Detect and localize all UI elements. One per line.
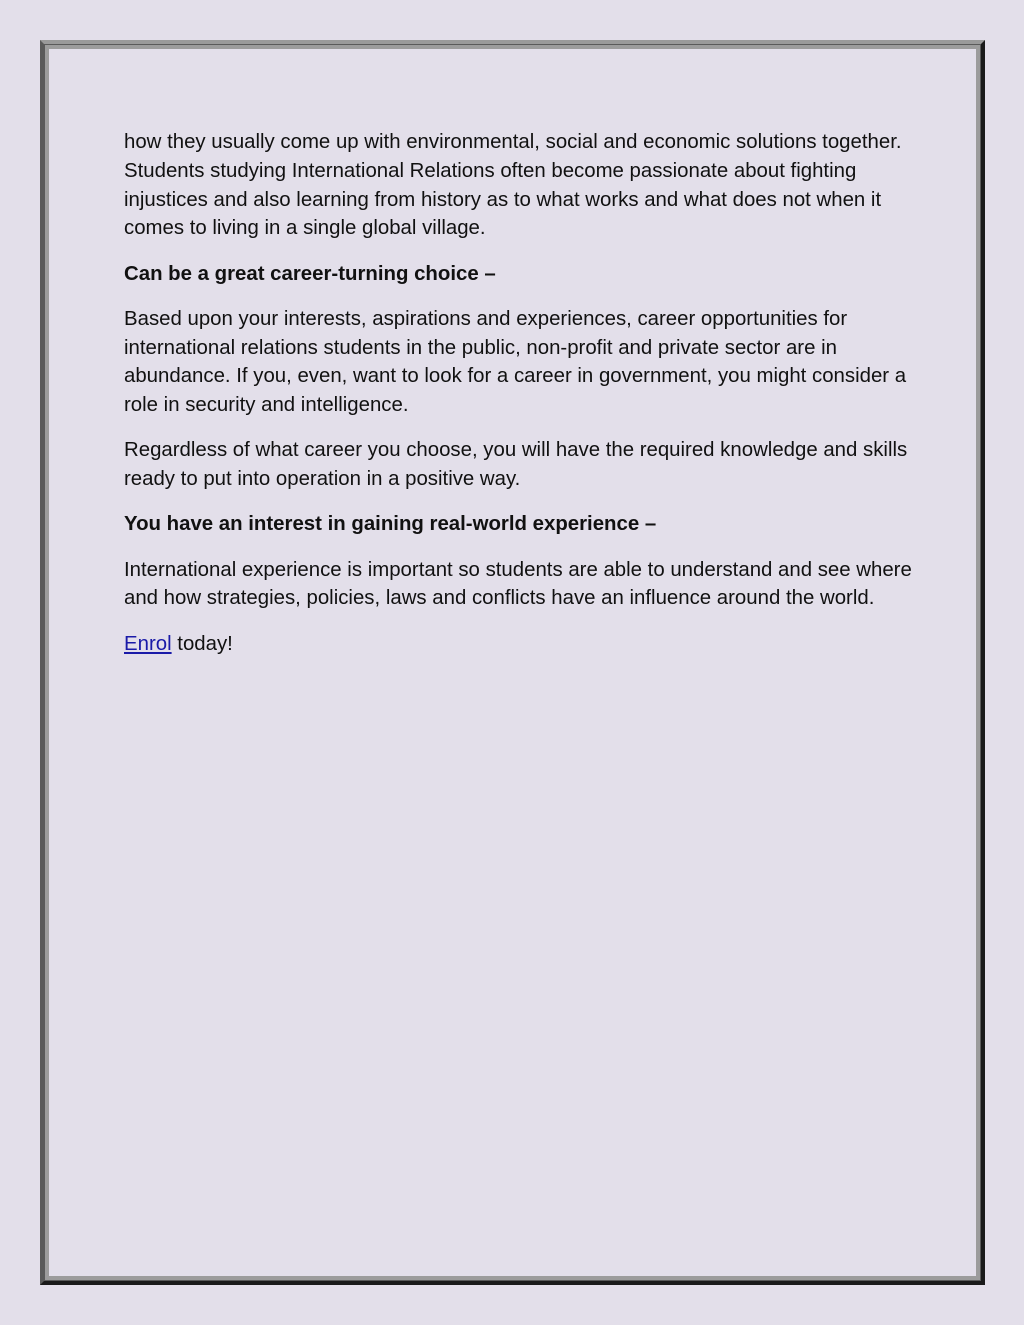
page-content [124,128,914,675]
body-paragraph-intro: how they usually come up with environmental, social and economic solutions together. Students studying International Relations often become passionate about fighting injustices and also learning from history as to what works and what does not when it comes to living in a single global village. [124,131,902,240]
call-to-action-text: today! [171,632,233,655]
enrol-link[interactable]: Enrol [124,632,172,655]
body-paragraph-international-experience: International experience is important so students are able to understand and see where and how strategies, policies, laws and conflicts have an influence around the world. [124,558,912,610]
body-paragraph-regardless: Regardless of what career you choose, you will have the required knowledge and skills ready to put into operation in a positive way. [124,439,908,491]
body-paragraph-career-opportunities: Based upon your interests, aspirations and experiences, career opportunities for international relations students in the public, non-profit and private sector are in abundance. If you, even, want to look for a career in government, you might consider a role in security and intelligence. [124,307,907,417]
call-to-action [124,630,914,659]
section-heading-experience: You have an interest in gaining real-world experience – [124,513,657,536]
section-heading-career: Can be a great career-turning choice – [124,262,496,285]
page-frame [40,40,985,1285]
page-inner-border [45,45,980,1280]
